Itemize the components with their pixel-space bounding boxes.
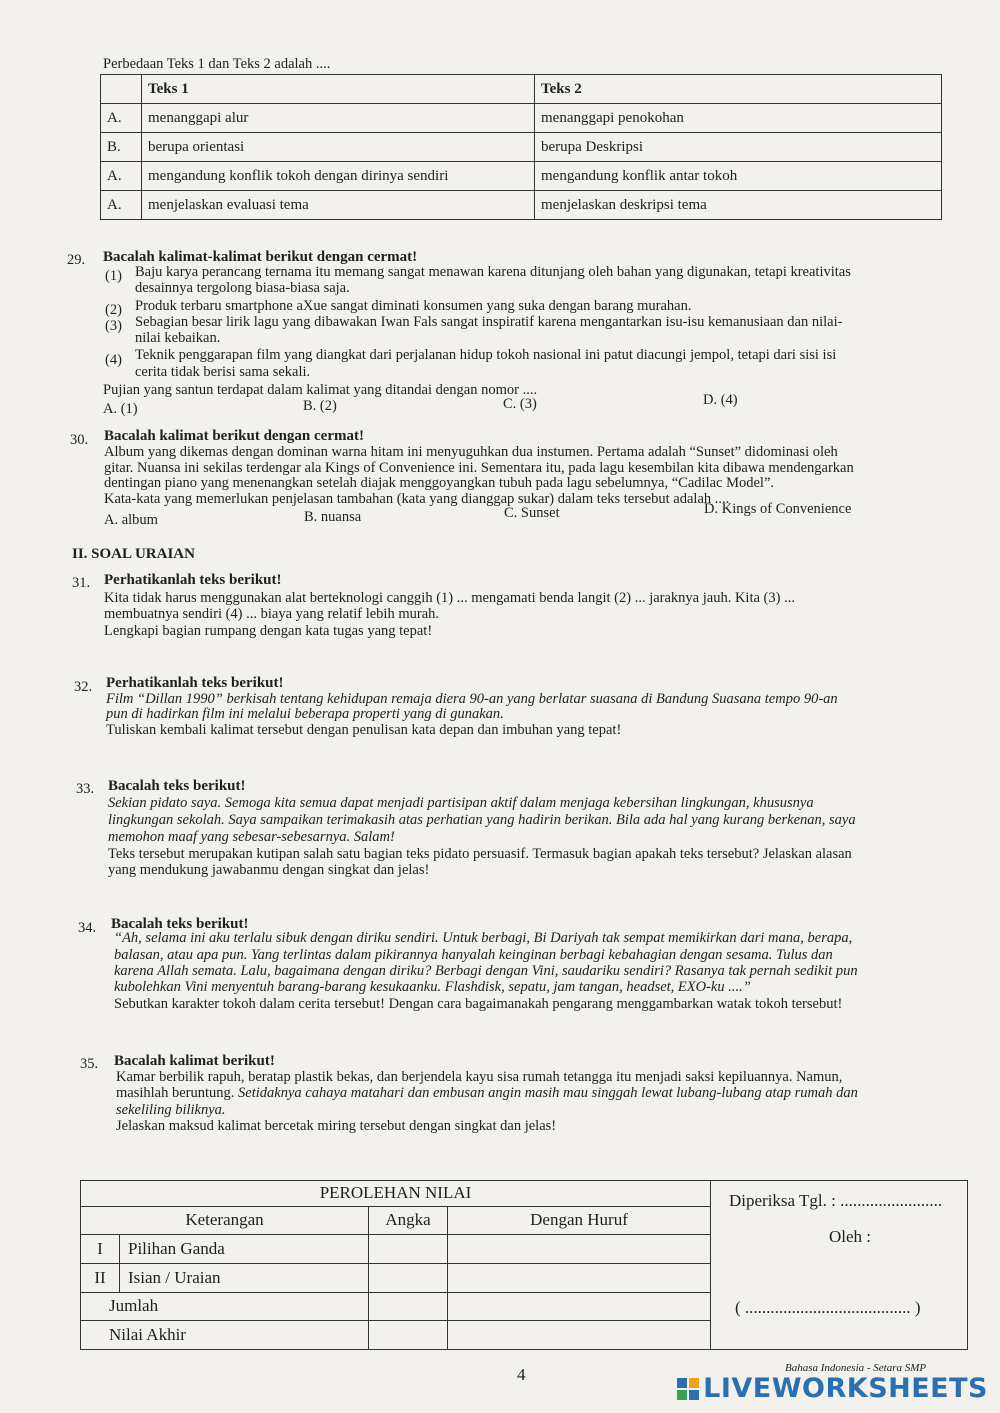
col-huruf: Dengan Huruf (448, 1206, 711, 1235)
table-header-teks2: Teks 2 (535, 75, 942, 104)
signature-line[interactable]: ( ....................................... ) (735, 1298, 921, 1317)
question-number: 35. (80, 1056, 99, 1072)
option-d[interactable]: D. Kings of Convenience (704, 501, 852, 517)
question-number: 29. (67, 252, 86, 268)
brand-text: LIVEWORKSHEETS (703, 1373, 988, 1404)
table-row: A. mengandung konflik tokoh dengan dirinya sendiri mengandung konflik antar tokoh (101, 162, 942, 191)
angka-cell[interactable] (369, 1292, 448, 1321)
angka-cell[interactable] (369, 1263, 448, 1292)
question-title: Bacalah kalimat berikut! (114, 1053, 275, 1069)
angka-cell[interactable] (369, 1235, 448, 1264)
score-table (80, 1180, 968, 1350)
table-row: Nilai Akhir (81, 1321, 968, 1350)
table-row: Jumlah (81, 1292, 968, 1321)
question-title: Perhatikanlah teks berikut! (104, 572, 282, 588)
question-title: Bacalah teks berikut! (111, 916, 249, 932)
option-a[interactable]: A. album (104, 512, 158, 528)
question-title: Bacalah teks berikut! (108, 778, 246, 794)
table-row: I Pilihan Ganda (81, 1235, 968, 1264)
subject-label: Bahasa Indonesia - Setara SMP (785, 1362, 927, 1374)
checked-by-label: Oleh : (829, 1227, 872, 1246)
liveworksheets-icon (677, 1376, 699, 1398)
brand-logo[interactable] (677, 1373, 988, 1404)
huruf-cell[interactable] (448, 1321, 711, 1350)
question-number: 31. (72, 575, 91, 591)
question-title: Bacalah kalimat berikut dengan cermat! (104, 428, 364, 444)
question-number: 30. (70, 432, 89, 448)
question-number: 33. (76, 781, 95, 797)
comparison-table (100, 74, 942, 220)
option-b[interactable]: B. nuansa (304, 509, 362, 525)
score-title: PEROLEHAN NILAI (81, 1181, 711, 1207)
option-a[interactable]: A. (1) (103, 401, 138, 417)
question-number: 32. (74, 679, 93, 695)
col-angka: Angka (369, 1206, 448, 1235)
col-keterangan: Keterangan (81, 1206, 369, 1235)
option-c[interactable]: C. (3) (503, 396, 537, 412)
question-title: Bacalah kalimat-kalimat berikut dengan cermat! (103, 249, 418, 265)
table-row: B. berupa orientasi berupa Deskripsi (101, 133, 942, 162)
question-title: Perhatikanlah teks berikut! (106, 675, 284, 691)
section-heading: II. SOAL URAIAN (72, 546, 195, 562)
option-d[interactable]: D. (4) (703, 392, 738, 408)
question-number: 34. (78, 920, 97, 936)
option-b[interactable]: B. (2) (303, 398, 337, 414)
table-row: A. menanggapi alur menanggapi penokohan (101, 104, 942, 133)
option-c[interactable]: C. Sunset (504, 505, 560, 521)
q28-intro: Perbedaan Teks 1 dan Teks 2 adalah .... (103, 56, 331, 72)
huruf-cell[interactable] (448, 1292, 711, 1321)
table-header-teks1: Teks 1 (142, 75, 535, 104)
checked-date[interactable]: Diperiksa Tgl. : ........................ (729, 1191, 943, 1210)
page-number: 4 (517, 1365, 526, 1384)
huruf-cell[interactable] (448, 1263, 711, 1292)
huruf-cell[interactable] (448, 1235, 711, 1264)
table-row: II Isian / Uraian (81, 1263, 968, 1292)
table-row: A. menjelaskan evaluasi tema menjelaskan deskripsi tema (101, 191, 942, 220)
angka-cell[interactable] (369, 1321, 448, 1350)
